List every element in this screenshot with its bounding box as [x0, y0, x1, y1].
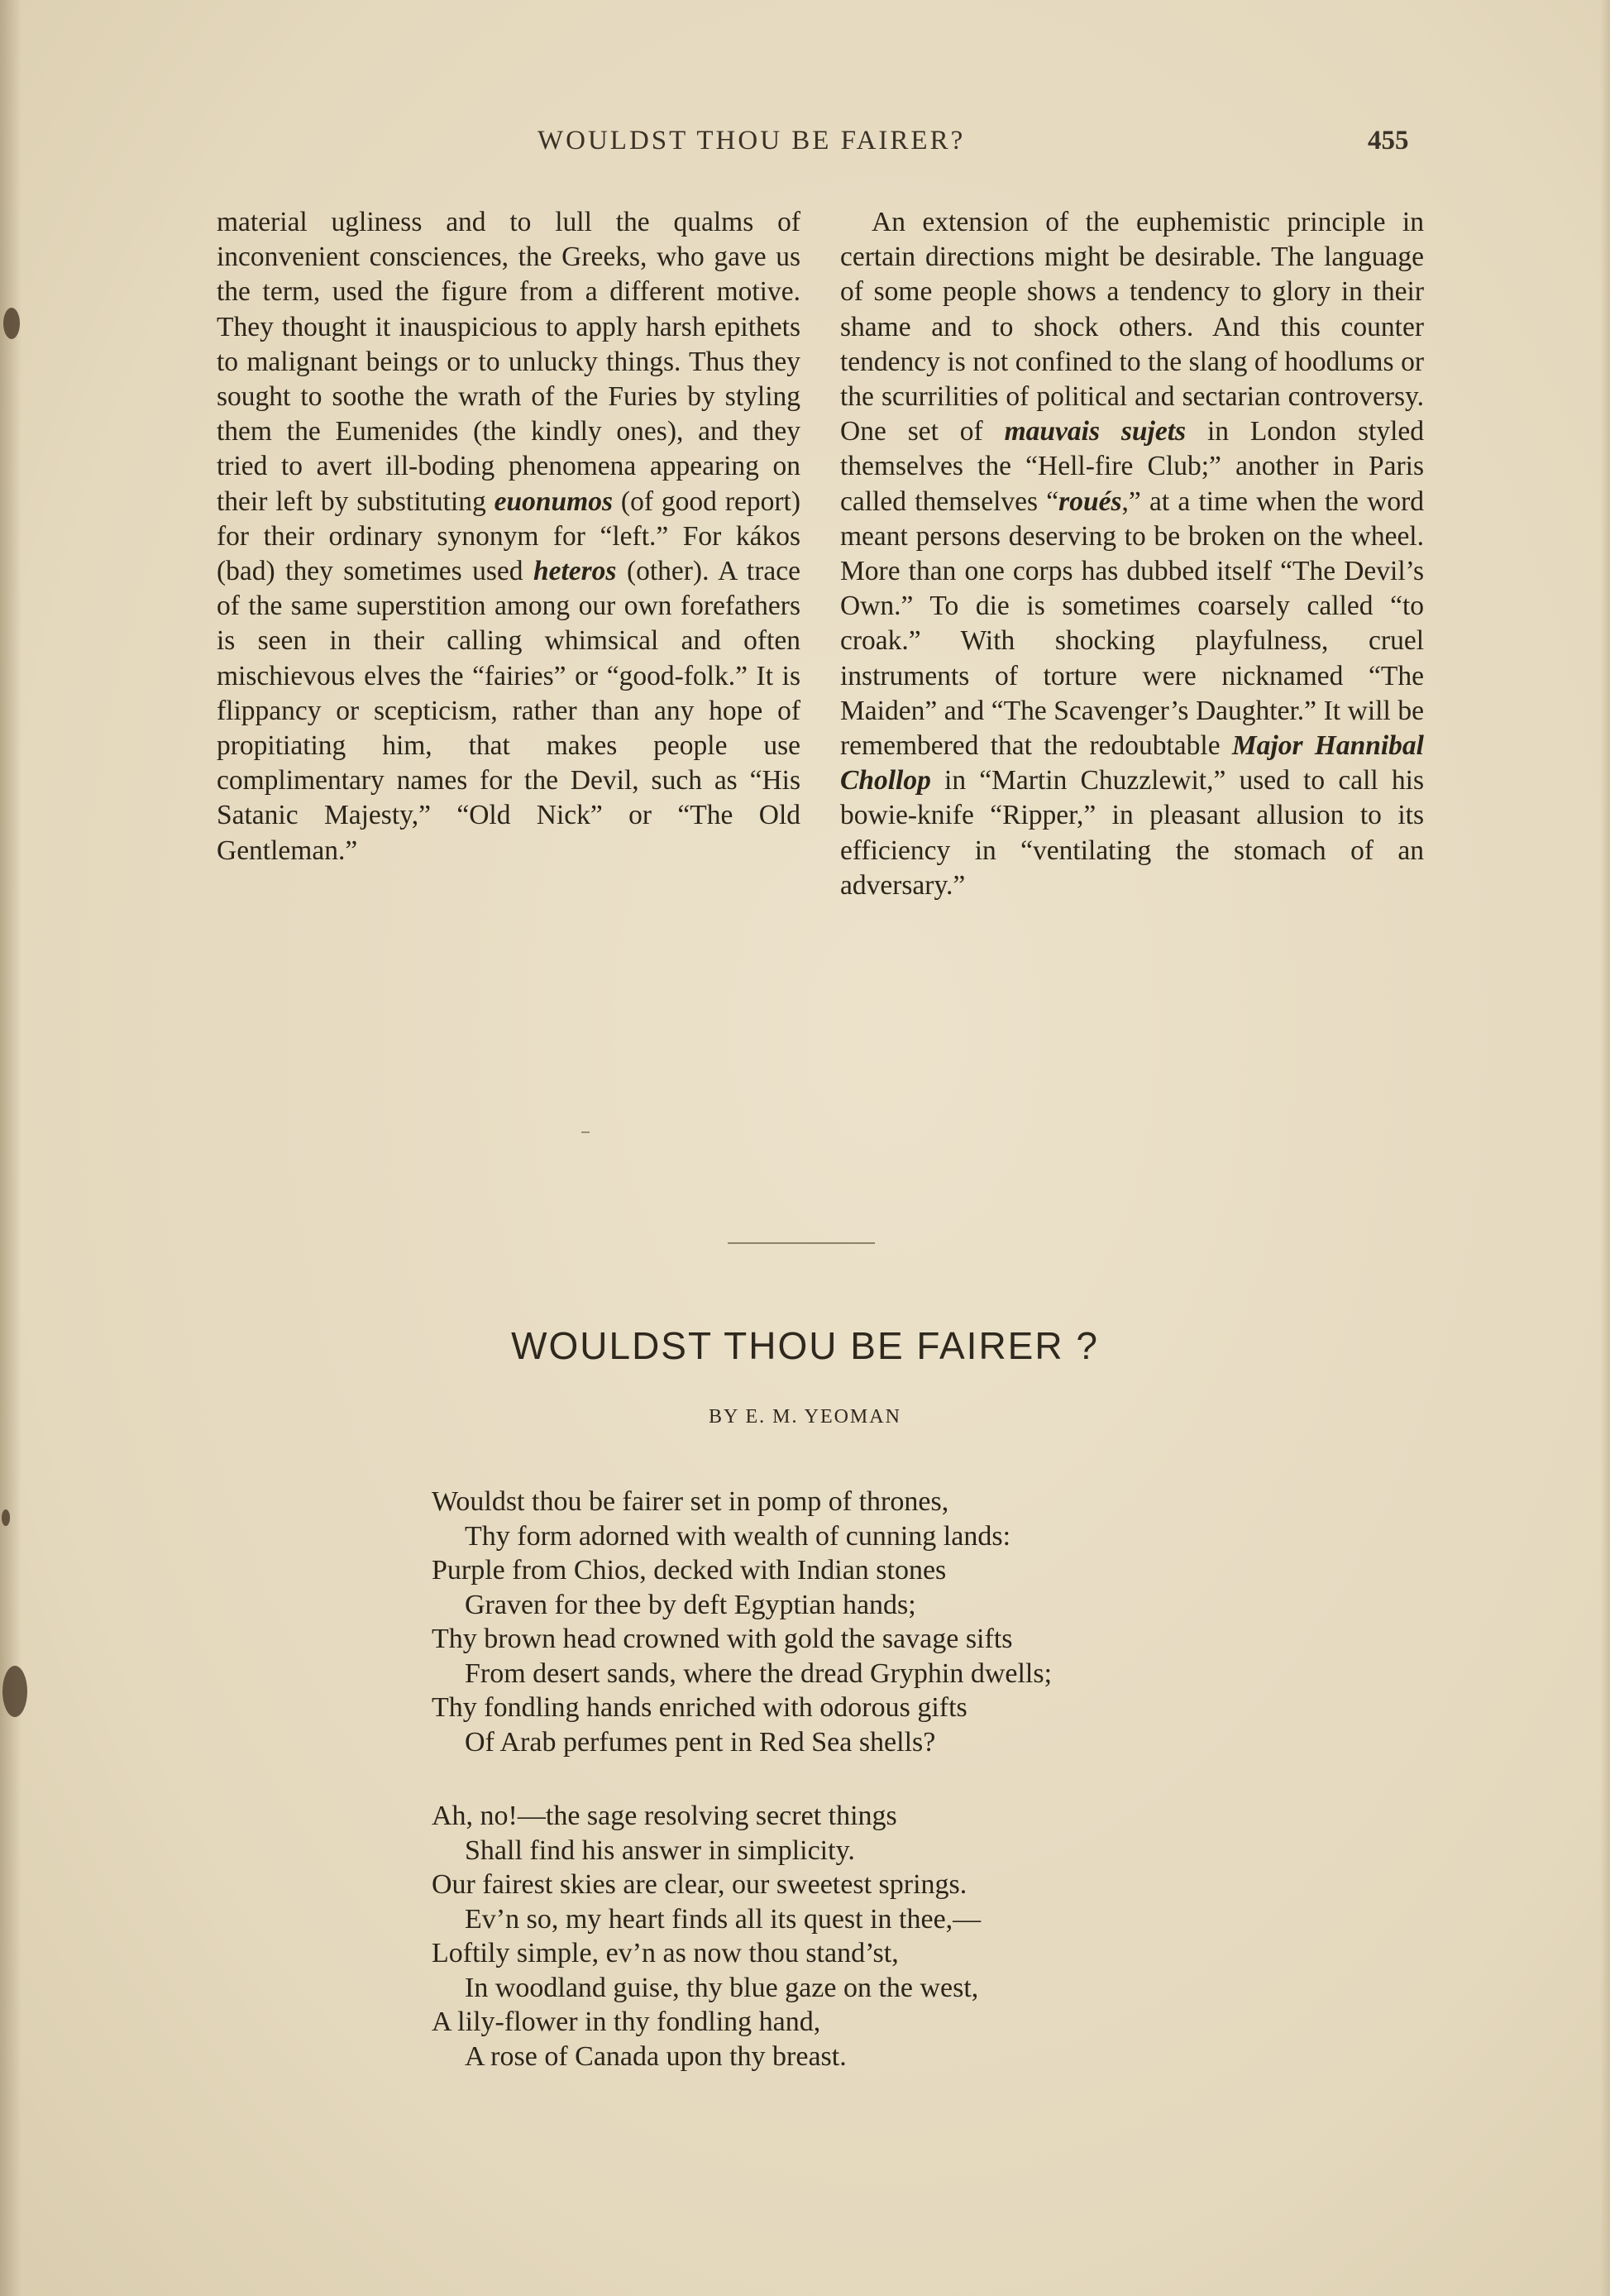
text-run: in “Martin Chuzzlewit,” used to call his bowie-knife “Ripper,” in pleasant allusion to its efficiency in “ventilating the stomach of an adversary.”	[840, 765, 1424, 901]
poem-line: Of Arab perfumes pent in Red Sea shells?	[465, 1726, 936, 1758]
stray-mark	[581, 1131, 590, 1133]
binding-hole	[2, 1509, 10, 1526]
poem-line: Wouldst thou be fairer set in pomp of thrones,	[432, 1486, 949, 1517]
poem-line: From desert sands, where the dread Gryphin dwells;	[465, 1657, 1053, 1689]
poem-byline: BY E. M. YEOMAN	[709, 1406, 901, 1428]
poem-line: Thy fondling hands enriched with odorous gifts	[432, 1692, 967, 1723]
binding-hole	[3, 308, 20, 339]
italic-term: Major Hannibal Chollop	[840, 730, 1424, 796]
poem-line: In woodland guise, thy blue gaze on the west,	[465, 1972, 979, 2003]
text-run: (of good report) for their ordinary synonym for “left.” For kákos (bad) they sometimes used	[217, 486, 800, 587]
spine-shadow	[0, 0, 21, 2296]
italic-term: heteros	[533, 556, 617, 587]
page-edge	[1600, 0, 1610, 2296]
text-run: (other). A trace of the same superstition among our own forefathers is seen in their calling whimsical and often mischievous elves the “fairies” or “good-folk.” It is flippancy or scepticism, rather than any hope of propitiating him, that makes people use complimentary names for the Devil, such as “His Satanic Majesty,” “Old Nick” or “The Old Gentleman.”	[217, 556, 800, 866]
paragraph	[840, 205, 1424, 903]
stanza-1	[432, 1485, 1341, 1759]
poem-line: Shall find his answer in simplicity.	[465, 1834, 855, 1866]
section-divider	[728, 1242, 875, 1244]
poem-line: Purple from Chios, decked with Indian stones	[432, 1555, 947, 1586]
poem-line: Ah, no!—the sage resolving secret things	[432, 1801, 897, 1831]
running-head: WOULDST THOU BE FAIRER?	[537, 126, 966, 155]
italic-term: roués	[1058, 486, 1122, 517]
text-run: in London styled themselves the “Hell-fire Club;” another in Paris called themselves “	[840, 416, 1424, 517]
poem-title: WOULDST THOU BE FAIRER ?	[511, 1324, 1099, 1367]
binding-hole	[2, 1666, 27, 1717]
poem-line: A lily-flower in thy fondling hand,	[432, 2007, 821, 2037]
paragraph	[217, 205, 800, 868]
poem-line: Ev’n so, my heart finds all its quest in thee,—	[465, 1903, 982, 1935]
text-run: material ugliness and to lull the qualms of inconvenient consciences, the Greeks, who gave us the term, used the figure from a different motive. They thought it inauspicious to apply harsh epithets to malignant beings or to unlucky things. Thus they sought to soothe the wrath of the Furies by styling them the Eumenides (the kindly ones), and they tried to avert ill-boding phenomena appearing on their left by substituting	[217, 207, 800, 517]
stanza-2	[432, 1799, 1341, 2074]
italic-term: euonumos	[494, 486, 613, 517]
poem-line: Thy brown head crowned with gold the savage sifts	[432, 1624, 1013, 1654]
poem-line: Loftily simple, ev’n as now thou stand’st,	[432, 1938, 899, 1968]
poem-line: Graven for thee by deft Egyptian hands;	[465, 1589, 916, 1620]
italic-term: mauvais sujets	[1004, 416, 1187, 447]
poem-line: Our fairest skies are clear, our sweetest springs.	[432, 1869, 967, 1900]
right-column	[840, 205, 1424, 903]
text-run: An extension of the euphemistic principle in certain directions might be desirable. The language of some people shows a tendency to glory in their shame and to shock others. And this counter tendency is not confined to the slang of hoodlums or the scurrilities of political and sectarian controversy. One set of	[840, 207, 1424, 447]
page-number: 455	[1368, 126, 1409, 155]
poem-line: A rose of Canada upon thy breast.	[465, 2040, 847, 2072]
poem-line: Thy form adorned with wealth of cunning lands:	[465, 1520, 1011, 1552]
text-run: ,” at a time when the word meant persons deserving to be broken on the wheel. More than one corps has dubbed itself “The Devil’s Own.” To die is sometimes coarsely called “to croak.” With shocking playfulness, cruel instruments of torture were nicknamed “The Maiden” and “The Scavenger’s Daughter.” It will be remembered that the redoubtable	[840, 486, 1424, 762]
left-column	[217, 205, 800, 868]
